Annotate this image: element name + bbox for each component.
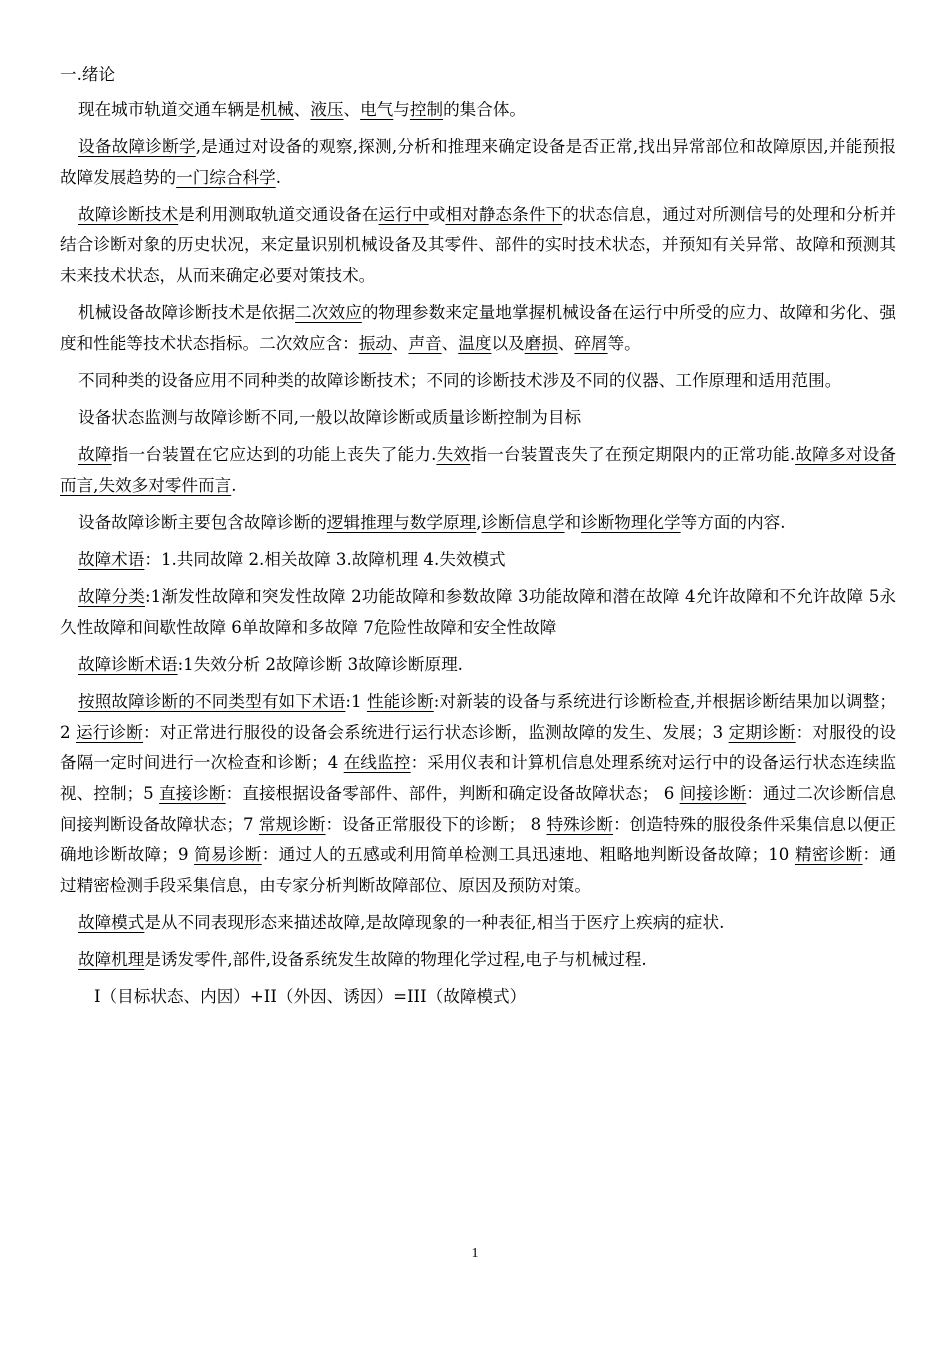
- text-run: ：通过精密检测手段采集信息，由专家分析判断故障部位、原因及预防对策。: [60, 845, 897, 896]
- key-term: 碎屑: [574, 333, 608, 353]
- text-run: 、: [343, 99, 361, 119]
- paragraph: [60, 200, 896, 292]
- paragraph: [60, 366, 896, 397]
- text-run: 是利用测取轨道交通设备在: [178, 204, 379, 224]
- key-term: 失效: [436, 445, 471, 465]
- key-term: 诊断信息学: [481, 512, 565, 532]
- document-page: [60, 60, 896, 1020]
- text-run: ：创造特殊的服役条件采集信息以便正确地诊断故障；9: [60, 814, 897, 865]
- paragraph: [60, 945, 896, 976]
- key-term: 精密诊断: [794, 845, 863, 865]
- text-run: 以及: [491, 333, 525, 353]
- key-term: 控制: [409, 99, 444, 119]
- key-term: 故障多对设备而言,失效多对零件而言: [60, 445, 896, 495]
- key-term: 按照故障诊断的不同类型有如下术语: [78, 691, 346, 711]
- text-run: .: [275, 167, 281, 187]
- text-run: :1失效分析 2故障诊断 3故障诊断原理.: [177, 654, 463, 674]
- key-term: 温度: [458, 333, 492, 353]
- key-term: 诊断物理化学: [581, 512, 681, 532]
- paragraph: [60, 582, 896, 643]
- text-run: 的物理参数来定量地掌握机械设备在运行中所受的应力、故障和劣化、强度和性能等技术状态指标。二次效应含：: [60, 303, 897, 353]
- fault-formula: I（目标状态、内因）+II（外因、诱因）=III（故障模式）: [94, 987, 527, 1007]
- text-run: ：对服役的设备隔一定时间进行一次检查和诊断；4: [60, 722, 897, 773]
- text-run: 不同种类的设备应用不同种类的故障诊断技术；不同的诊断技术涉及不同的仪器、工作原理和适用范围。: [78, 370, 842, 390]
- text-run: 、: [557, 333, 575, 353]
- key-term: 故障诊断技术: [78, 204, 179, 224]
- text-run: 的状态信息，通过对所测信号的处理和分析并结合诊断对象的历史状况，来定量识别机械设备及其零件、部件的实时技术状态，并预知有关异常、故障和预测其未来技术状态，从而来确定必要对策技术。: [60, 204, 897, 285]
- text-run: 和: [564, 512, 582, 532]
- page-number: 1: [471, 1246, 479, 1261]
- key-term: 故障诊断术语: [78, 654, 178, 674]
- section-heading: 一.绪论: [60, 65, 116, 84]
- key-term: 声音: [408, 333, 442, 353]
- key-term: 机械: [260, 99, 294, 119]
- key-term: 设备故障诊断学: [78, 136, 196, 156]
- key-term: 振动: [358, 333, 392, 353]
- text-run: 与: [393, 99, 410, 119]
- key-term: 故障模式: [78, 913, 145, 933]
- key-term: 相对静态条件下: [445, 204, 563, 224]
- key-term: 逻辑推理与数学原理: [326, 512, 477, 532]
- text-run: ：对正常进行服役的设备会系统进行运行状态诊断，监测故障的发生、发展；3: [143, 722, 729, 742]
- text-run: 指一台装置在它应达到的功能上丧失了能力.: [111, 445, 437, 465]
- text-run: 现在城市轨道交通车辆是: [78, 99, 261, 119]
- text-run: 或: [428, 204, 446, 224]
- text-run: 设备状态监测与故障诊断不同,一般以故障诊断或质量诊断控制为目标: [78, 407, 582, 427]
- key-term: 二次效应: [295, 303, 362, 323]
- key-term: 故障机理: [78, 950, 145, 970]
- text-run: ：通过二次诊断信息间接判断设备故障状态；7: [60, 784, 897, 834]
- body-text: [60, 95, 896, 976]
- key-term: 常规诊断: [258, 814, 326, 834]
- text-run: 、: [391, 333, 409, 353]
- key-term: 直接诊断: [159, 784, 226, 804]
- key-term: 一门综合科学: [176, 167, 276, 187]
- paragraph: [60, 545, 896, 576]
- text-run: 指一台装置丧失了在预定期限内的正常功能.: [470, 445, 796, 465]
- paragraph: [60, 440, 896, 501]
- key-term: 在线监控: [343, 753, 411, 773]
- paragraph: [60, 908, 896, 939]
- text-run: ：通过人的五感或利用简单检测工具迅速地、粗略地判断设备故障；10: [261, 845, 795, 865]
- paragraph: [60, 95, 896, 126]
- text-run: 机械设备故障诊断技术是依据: [78, 303, 296, 323]
- key-term: 性能诊断: [366, 691, 434, 711]
- key-term: 液压: [310, 99, 344, 119]
- text-run: .: [231, 475, 237, 495]
- text-run: 的集合体。: [443, 99, 527, 119]
- text-run: ：设备正常服役下的诊断； 8: [325, 814, 547, 834]
- text-run: ,是通过对设备的观察,探测,分析和推理来确定设备是否正常,找出异常部位和故障原因,并能预报故障发展趋势的: [60, 136, 896, 187]
- key-term: 故障术语: [78, 549, 145, 569]
- text-run: ：直接根据设备零部件、部件，判断和确定设备故障状态； 6: [225, 784, 680, 804]
- text-run: 、: [441, 333, 459, 353]
- paragraph: [60, 650, 896, 681]
- text-run: ：1.共同故障 2.相关故障 3.故障机理 4.失效模式: [144, 549, 506, 569]
- text-run: 、: [293, 99, 311, 119]
- text-run: 等。: [607, 333, 641, 353]
- text-run: ：采用仪表和计算机信息处理系统对运行中的设备运行状态连续监视、控制；5: [60, 753, 896, 804]
- key-term: 电气: [360, 99, 394, 119]
- paragraph: [60, 508, 896, 539]
- text-run: 是从不同表现形态来描述故障,是故障现象的一种表征,相当于医疗上疾病的症状.: [144, 913, 725, 933]
- text-run: 是诱发零件,部件,设备系统发生故障的物理化学过程,电子与机械过程.: [144, 950, 647, 970]
- key-term: 简易诊断: [194, 845, 262, 865]
- text-run: ,: [476, 512, 482, 532]
- key-term: 故障分类: [78, 587, 146, 607]
- key-term: 磨损: [524, 333, 558, 353]
- paragraph: [60, 298, 896, 359]
- key-term: 特殊诊断: [546, 814, 614, 834]
- paragraph: [60, 132, 896, 193]
- key-term: 间接诊断: [679, 784, 747, 804]
- text-run: :1渐发性故障和突发性故障 2功能故障和参数故障 3功能故障和潜在故障 4允许故障和不允许故障 5永久性故障和间歇性故障 6单故障和多故障 7危险性故障和安全性故障: [60, 587, 897, 637]
- paragraph: [60, 687, 896, 902]
- paragraph: [60, 403, 896, 434]
- text-run: :1: [345, 691, 367, 711]
- text-run: :对新装的设备与系统进行诊断检查,并根据诊断结果加以调整；2: [60, 691, 896, 742]
- key-term: 故障: [78, 445, 112, 465]
- key-term: 运行中: [378, 204, 429, 224]
- text-run: 等方面的内容.: [680, 512, 786, 532]
- key-term: 运行诊断: [76, 722, 144, 742]
- text-run: 设备故障诊断主要包含故障诊断的: [78, 512, 327, 532]
- key-term: 定期诊断: [728, 722, 796, 742]
